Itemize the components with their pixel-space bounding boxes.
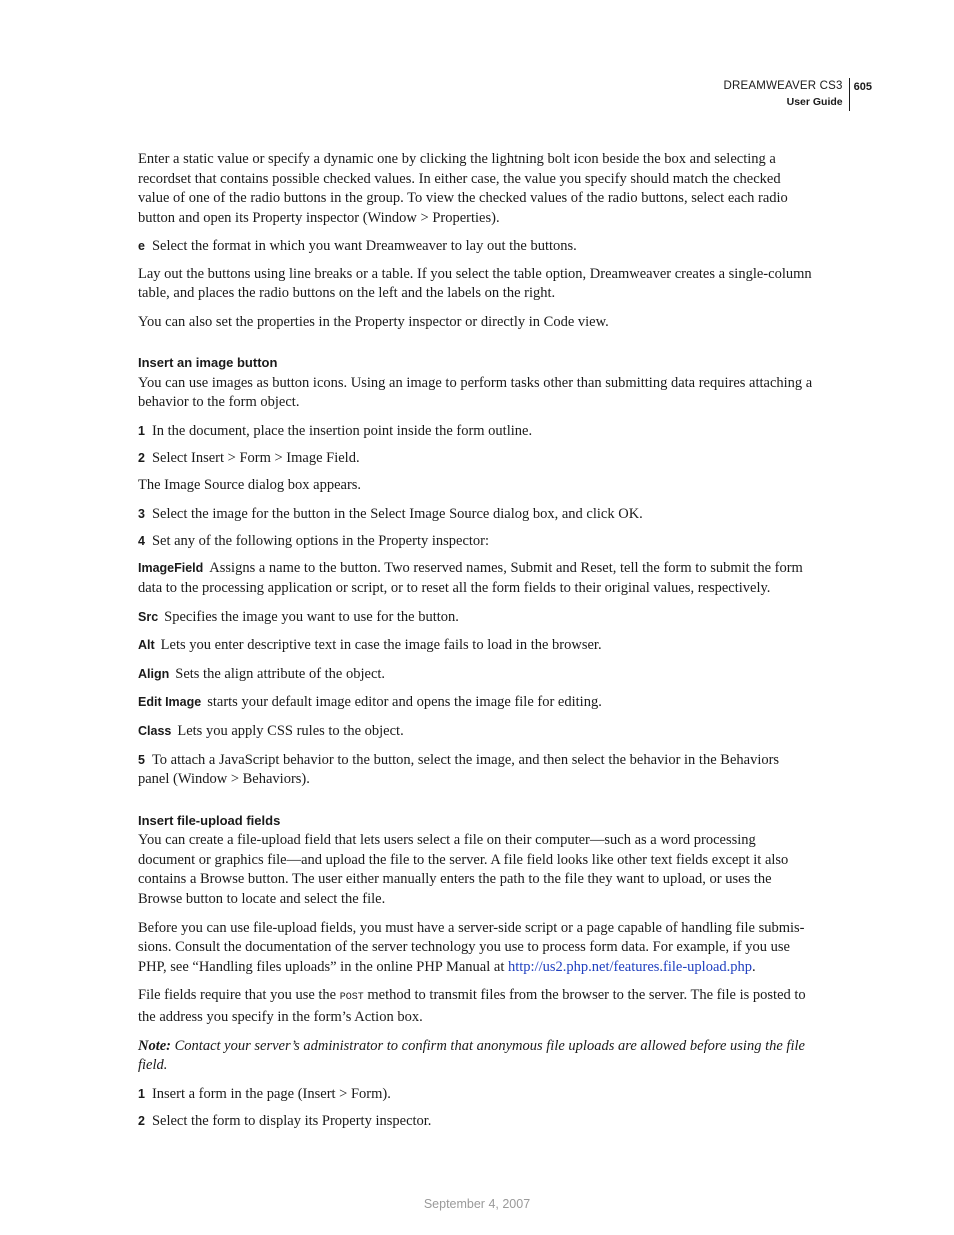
step-text: Select Insert > Form > Image Field. <box>151 450 360 467</box>
step-text: Select the image for the button in the Select Image Source dialog box, and click OK. <box>151 506 643 522</box>
option-desc: starts your default image editor and opens the image file for editing. <box>207 694 602 711</box>
step-number: 1 <box>138 424 145 439</box>
step-number: 3 <box>138 507 145 521</box>
guide-name: User Guide <box>786 96 843 108</box>
paragraph-text: Before you can use file-upload fields, you must have a server-side script or a page capable of handling file submis-sions. Consult the documentation of the server technology you use to process form data. For example, if you use PHP, see “Handling files uploads” in the online PHP Manual at <box>138 919 805 975</box>
paragraph-text-end: . <box>752 958 756 975</box>
step-2 <box>138 449 814 469</box>
step-number: 2 <box>138 451 145 466</box>
note-text: Contact your server’s administrator to confirm that anonymous file uploads are allowed before using the file field. <box>138 1037 805 1074</box>
header-titles <box>724 78 850 111</box>
step-1 <box>138 422 814 442</box>
option-desc: Specifies the image you want to use for the button. <box>164 608 459 625</box>
step-number: 1 <box>138 1086 145 1101</box>
step-number: e <box>138 239 145 254</box>
product-name: DREAMWEAVER CS3 <box>723 80 843 92</box>
note-label: Note: <box>138 1037 172 1054</box>
step-text: Select the format in which you want Dreamweaver to lay out the buttons. <box>151 238 577 255</box>
option-desc: Sets the align attribute of the object. <box>175 665 386 682</box>
section-heading-file-upload: Insert file-upload fields <box>138 812 281 828</box>
page-header <box>724 78 872 111</box>
intro-paragraph-3: You can also set the properties in the Property inspector or directly in Code view. <box>138 313 609 330</box>
upload-step-2 <box>138 1112 814 1132</box>
option-edit-image <box>138 693 814 713</box>
step-text: Select the form to display its Property inspector. <box>151 1112 432 1129</box>
option-term: Class <box>138 723 172 738</box>
step-e <box>138 237 814 257</box>
intro-paragraph-1: Enter a static value or specify a dynamic one by clicking the lightning bolt icon beside the box and selecting a recordset that contains possible checked values. In either case, the value you specify should match the checked value of one of the radio buttons in the group. To view the checked values of the radio buttons, select each radio button and open its Property inspector (Window > Properties). <box>138 151 788 226</box>
intro-paragraph-2: Lay out the buttons using line breaks or a table. If you select the table option, Dreamweaver creates a single-column table, and places the radio buttons on the left and the labels on the right. <box>138 265 812 302</box>
step-4 <box>138 532 814 552</box>
option-term: Src <box>138 609 159 624</box>
step-text: To attach a JavaScript behavior to the button, select the image, and then select the behavior in the Behaviors panel (Window > Behaviors). <box>138 751 780 788</box>
paragraph-text: File fields require that you use the <box>138 987 340 1004</box>
image-button-paragraph-1: You can use images as button icons. Using an image to perform tasks other than submitting data requires attaching a behavior to the form object. <box>138 374 813 411</box>
step-number: 4 <box>138 534 145 549</box>
option-src <box>138 608 814 628</box>
post-code: POST <box>339 992 364 1004</box>
option-desc: Assigns a name to the button. Two reserved names, Submit and Reset, tell the form to submit the form data to the processing application or script, or to reset all the form fields to their original values, respectively. <box>138 560 803 596</box>
step-3 <box>138 505 814 525</box>
step-text: Insert a form in the page (Insert > Form). <box>151 1085 391 1102</box>
option-desc: Lets you enter descriptive text in case the image fails to load in the browser. <box>160 637 602 654</box>
option-imagefield <box>138 559 814 598</box>
note <box>138 1037 814 1076</box>
step-text: Set any of the following options in the Property inspector: <box>151 533 490 550</box>
option-term: Edit Image <box>138 695 202 710</box>
step-5 <box>138 751 814 790</box>
option-term: Alt <box>138 638 155 653</box>
image-button-paragraph-2: The Image Source dialog box appears. <box>138 477 362 494</box>
step-number: 5 <box>138 752 145 767</box>
step-number: 2 <box>138 1113 145 1128</box>
page-footer-date: September 4, 2007 <box>423 1197 531 1211</box>
option-term: Align <box>138 666 170 681</box>
php-manual-link[interactable]: http://us2.php.net/features.file-upload.php <box>507 958 753 975</box>
file-upload-paragraph-2 <box>138 919 814 978</box>
option-desc: Lets you apply CSS rules to the object. <box>177 722 404 739</box>
option-align <box>138 665 814 685</box>
page-body <box>138 150 814 1139</box>
option-alt <box>138 636 814 656</box>
step-text: In the document, place the insertion point inside the form outline. <box>151 423 533 440</box>
option-term: ImageField <box>138 561 204 576</box>
file-upload-paragraph-3 <box>138 986 814 1027</box>
section-heading-image-button: Insert an image button <box>138 355 278 371</box>
file-upload-paragraph-1: You can create a file-upload field that lets users select a file on their computer—such as a word processing document or graphics file—and upload the file to the server. A file field looks like other text fields except it also contains a Browse button. The user either manually enters the path to the file they want to upload, or uses the Browse button to locate and select the file. <box>138 832 789 907</box>
option-class <box>138 722 814 742</box>
upload-step-1 <box>138 1085 814 1105</box>
paragraph-text-end: method to transmit files from the browser to the server. The file is posted to the address you specify in the form’s Action box. <box>138 987 806 1025</box>
page-number: 605 <box>853 81 872 93</box>
